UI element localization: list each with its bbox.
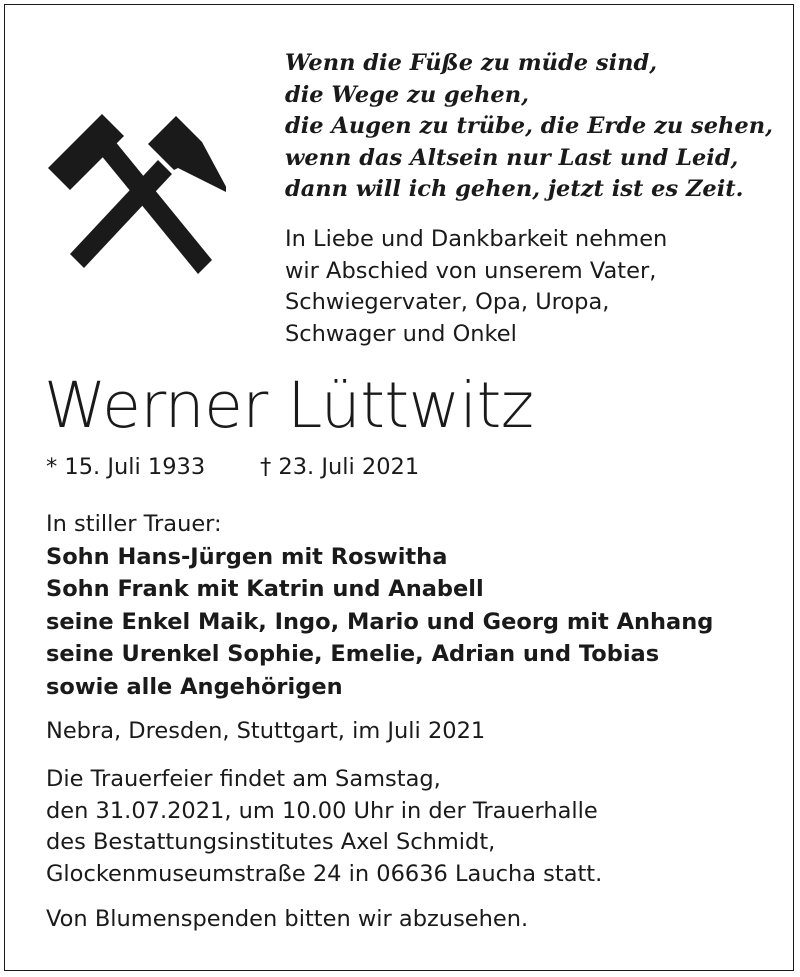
mourner-line: Sohn Hans-Jürgen mit Roswitha: [46, 543, 448, 570]
poem-line: die Augen zu trübe, die Erde zu sehen,: [285, 113, 773, 139]
poem-line: die Wege zu gehen,: [285, 81, 529, 108]
farewell-intro: [285, 224, 785, 350]
intro-line: wir Abschied von unserem Vater,: [285, 257, 657, 284]
funeral-line: den 31.07.2021, um 10.00 Uhr in der Trauerhalle: [46, 797, 598, 824]
mourner-line: seine Enkel Maik, Ingo, Mario und Georg mit Anhang: [46, 608, 714, 635]
funeral-line: Glockenmuseumstraße 24 in 06636 Laucha statt.: [46, 860, 603, 887]
mourners-section: [46, 508, 786, 703]
intro-line: Schwiegervater, Opa, Uropa,: [285, 289, 610, 315]
birth-date: * 15. Juli 1933: [46, 454, 206, 480]
intro-line: In Liebe und Dankbarkeit nehmen: [285, 226, 668, 252]
poem: [285, 48, 785, 206]
life-dates: [46, 452, 420, 482]
poem-line: dann will ich gehen, jetzt ist es Zeit.: [285, 176, 744, 202]
death-date: † 23. Juli 2021: [260, 454, 420, 480]
flowers-note: Von Blumenspenden bitten wir abzusehen.: [46, 906, 529, 932]
mourner-line: seine Urenkel Sophie, Emelie, Adrian und Tobias: [46, 641, 660, 667]
funeral-line: des Bestattungsinstitutes Axel Schmidt,: [46, 829, 496, 855]
place-and-date: Nebra, Dresden, Stuttgart, im Juli 2021: [46, 718, 486, 744]
intro-line: Schwager und Onkel: [285, 320, 517, 347]
mourner-line: sowie alle Angehörigen: [46, 673, 343, 700]
funeral-line: Die Trauerfeier findet am Samstag,: [46, 766, 441, 792]
hammer-and-pick-icon: [46, 108, 226, 288]
mourners-heading: In stiller Trauer:: [46, 511, 222, 537]
funeral-details: [46, 764, 602, 890]
poem-line: wenn das Altsein nur Last und Leid,: [285, 144, 739, 171]
poem-line: Wenn die Füße zu müde sind,: [285, 50, 658, 76]
deceased-name: Werner Lüttwitz: [44, 369, 534, 442]
mourner-line: Sohn Frank mit Katrin und Anabell: [46, 576, 484, 602]
